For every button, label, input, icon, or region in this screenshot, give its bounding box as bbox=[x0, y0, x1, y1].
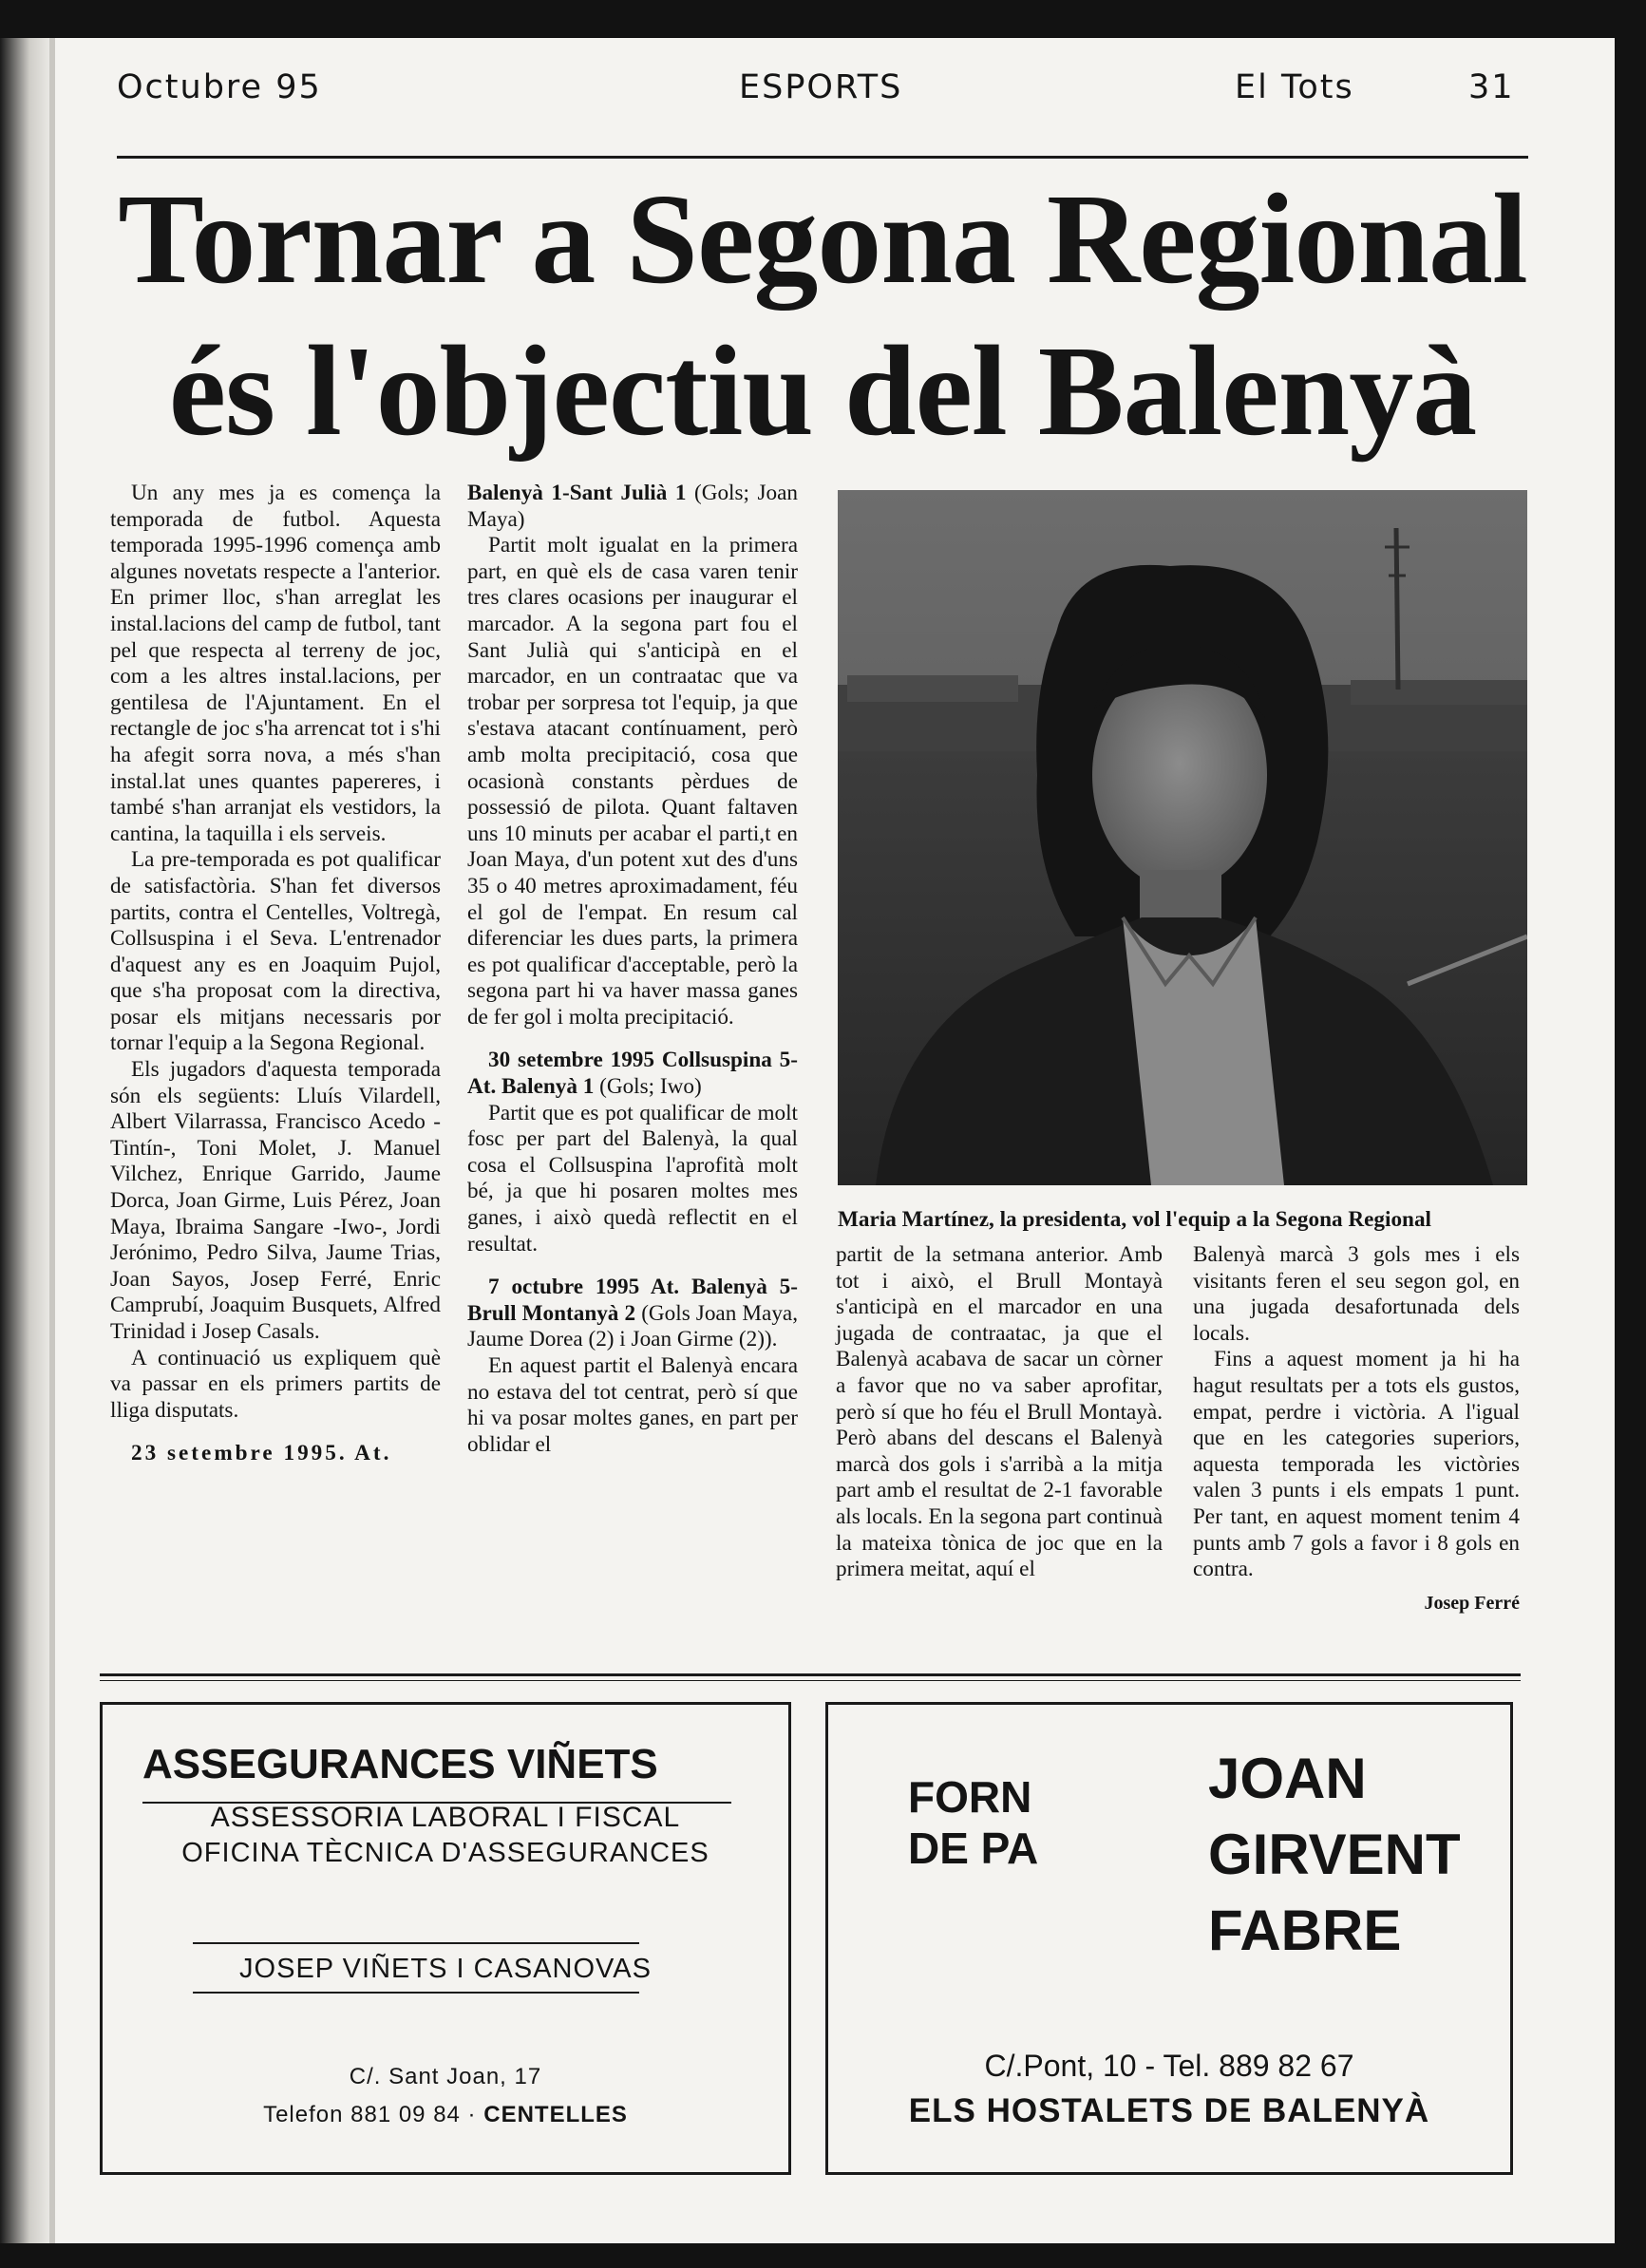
paragraph: Partit que es pot qualificar de molt fosc per part del Balenyà, la qual cosa el Collsuspina l'aprofità molt bé, ja que hi posaren moltes mes ganes, i això quedà reflectit en el resultat. bbox=[467, 1100, 798, 1257]
ad-assegurances-vinets bbox=[100, 1702, 791, 2175]
ad-phone: Telefon 881 09 84 · bbox=[263, 2102, 477, 2127]
match-goals: (Gols; Joan Maya) bbox=[467, 481, 798, 532]
match-entry bbox=[467, 1275, 798, 1353]
ads-separator-rule-thin bbox=[100, 1680, 1521, 1681]
portrait-photo-image bbox=[838, 490, 1527, 1185]
ad-service-1: ASSESSORIA LABORAL I FISCAL bbox=[210, 1802, 681, 1833]
ad-town: CENTELLES bbox=[483, 2102, 628, 2127]
ad-owner-name bbox=[1208, 1741, 1461, 1969]
match-heading: 30 setembre 1995 Collsuspina 5-At. Balenyà 1 bbox=[467, 1048, 798, 1100]
match-entry bbox=[467, 1048, 798, 1100]
paragraph: Balenyà marcà 3 gols mes i els visitants feren el seu segon gol, en una jugada desafortunada dels locals. bbox=[1193, 1242, 1520, 1346]
ad-name-rule-bottom bbox=[193, 1992, 639, 1994]
article-column-2 bbox=[467, 481, 798, 1458]
ad-town: ELS HOSTALETS DE BALENYÀ bbox=[908, 2092, 1430, 2129]
match-heading: 7 octubre 1995 At. Balenyà 5-Brull Montanyà 2 bbox=[467, 1275, 798, 1326]
match-goals: (Gols; Iwo) bbox=[594, 1074, 702, 1100]
publication-name: El Tots bbox=[1235, 68, 1354, 106]
paragraph: partit de la setmana anterior. Amb tot i això, el Brull Montayà s'anticipà en el marcador en una jugada de contraatac, ja que el Balenyà acabava de sacar un còrner a favor que no va saber aprofitar, però sí que ho féu el Brull Montayà. Però abans del descans el Balenyà marcà dos gols i s'arribà a la mitja part amb el resultat de 2-1 favorable als locals. En la segona part continuà la mateixa tònica de joc que en la primera meitat, aquí el bbox=[836, 1242, 1163, 1582]
paragraph: Fins a aquest moment ja hi ha hagut resultats per a tots els gustos, empat, perdre i victòria. A l'igual que en les categories superiors, aquesta temporada les victòries valen 3 punts i els empats 1 punt. Per tant, en aquest moment tenim 4 punts amb 7 gols a favor i 8 gols en contra. bbox=[1193, 1347, 1520, 1582]
match-entry bbox=[467, 481, 798, 533]
article-column-1 bbox=[110, 481, 441, 1467]
match-heading: 23 setembre 1995. At. bbox=[131, 1441, 392, 1466]
ad-person-name: JOSEP VIÑETS I CASANOVAS bbox=[239, 1954, 652, 1984]
article-headline bbox=[117, 163, 1528, 467]
ad-owner-surname-1: GIRVENT bbox=[1208, 1823, 1461, 1886]
ad-service-2: OFICINA TÈCNICA D'ASSEGURANCES bbox=[181, 1838, 709, 1868]
ad-address: C/.Pont, 10 - Tel. 889 82 67 bbox=[984, 2049, 1354, 2083]
paragraph: Els jugadors d'aquesta temporada són els següents: Lluís Vilardell, Albert Vilarrassa, Francisco Acedo -Tintín-, Toni Molet, J. Manuel Vilchez, Enrique Garrido, Jaume Dorca, Joan Girme, Luis Pérez, Joan Maya, Ibraima Sangare -Iwo-, Jordi Jerónimo, Pedro Silva, Jaume Trias, Joan Sayos, Josep Ferré, Enric Camprubí, Joaquim Busquets, Alfred Trinidad i Josep Casals. bbox=[110, 1057, 441, 1344]
section-name: ESPORTS bbox=[739, 68, 903, 106]
article-column-3 bbox=[836, 1242, 1163, 1583]
ad-name-rule-top bbox=[193, 1942, 639, 1944]
ad-address: C/. Sant Joan, 17 bbox=[349, 2064, 542, 2089]
ad-contact-line bbox=[103, 2102, 788, 2128]
paragraph: A continuació us expliquem què va passar en els primers partits de lliga disputats. bbox=[110, 1345, 441, 1423]
paragraph: Un any mes ja es comença la temporada de futbol. Aquesta temporada 1995-1996 comença amb algunes novetats respecte a l'anterior. En primer lloc, s'han arreglat les instal.lacions del camp de futbol, tant pel que respecta al terreny de joc, com a les altres instal.lacions, per gentilesa de l'Ajuntament. En el rectangle de joc s'ha arrencat tot i s'hi ha afegit sorra nova, a més s'han instal.lat unes quantes papereres, i també s'han arranjat els vestidors, la cantina, la taquilla i els serveis. bbox=[110, 481, 441, 846]
ad-bakery-line-2: DE PA bbox=[908, 1824, 1039, 1873]
page-number: 31 bbox=[1468, 68, 1515, 106]
article-column-4 bbox=[1193, 1242, 1520, 1615]
match-heading: Balenyà 1-Sant Julià 1 bbox=[467, 481, 687, 505]
ad-bakery-line-1: FORN bbox=[908, 1772, 1032, 1822]
article-author: Josep Ferré bbox=[1424, 1593, 1520, 1615]
portrait-photo bbox=[838, 490, 1527, 1185]
ad-bakery-label bbox=[908, 1771, 1038, 1874]
photo-caption: Maria Martínez, la presidenta, vol l'equip a la Segona Regional bbox=[838, 1207, 1431, 1232]
ad-forn-de-pa bbox=[825, 1702, 1513, 2175]
headline-line-1: Tornar a Segona Regional bbox=[118, 168, 1527, 311]
headline-line-2: és l'objectiu del Balenyà bbox=[168, 320, 1477, 463]
paragraph: Partit molt igualat en la primera part, en què els de casa varen tenir tres clares ocasions per inaugurar el marcador. A la segona part fou el Sant Julià qui s'anticipà en el marcador, en un contraatac que va trobar per sorpresa tot l'equip, ja que s'estava atacant contínuament, però amb molta precipitació, cosa que ocasionà constants pèrdues de possessió de pilota. Quant faltaven uns 10 minuts per acabar el parti,t en Joan Maya, d'un potent xut des d'uns 35 o 40 metres aproximadament, féu el gol de l'empat. En resum cal diferenciar les dues parts, la primera es pot qualificar d'acceptable, però la segona part hi va haver massa ganes de fer gol i molta precipitació. bbox=[467, 533, 798, 1030]
ads-separator-rule bbox=[100, 1673, 1521, 1676]
match-goals: (Gols Joan Maya, Jaume Dorea (2) i Joan Girme (2)). bbox=[467, 1300, 798, 1352]
paragraph: En aquest partit el Balenyà encara no estava del tot centrat, però sí que hi va posar moltes ganes, en part per oblidar el bbox=[467, 1353, 798, 1457]
ad-owner-first-name: JOAN bbox=[1208, 1747, 1367, 1810]
paragraph: La pre-temporada es pot qualificar de satisfactòria. S'han fet diversos partits, contra el Centelles, Voltregà, Collsuspina i el Seva. L'entrenador d'aquest any es en Joaquim Pujol, que s'ha proposat com la directiva, posar els mitjans necessaris por tornar l'equip a la Segona Regional. bbox=[110, 847, 441, 1056]
page-spine-shadow bbox=[0, 38, 49, 2243]
issue-date: Octubre 95 bbox=[117, 68, 322, 106]
ad-title: ASSEGURANCES VIÑETS bbox=[142, 1741, 658, 1787]
header-rule bbox=[117, 156, 1528, 159]
ad-owner-surname-2: FABRE bbox=[1208, 1899, 1402, 1962]
